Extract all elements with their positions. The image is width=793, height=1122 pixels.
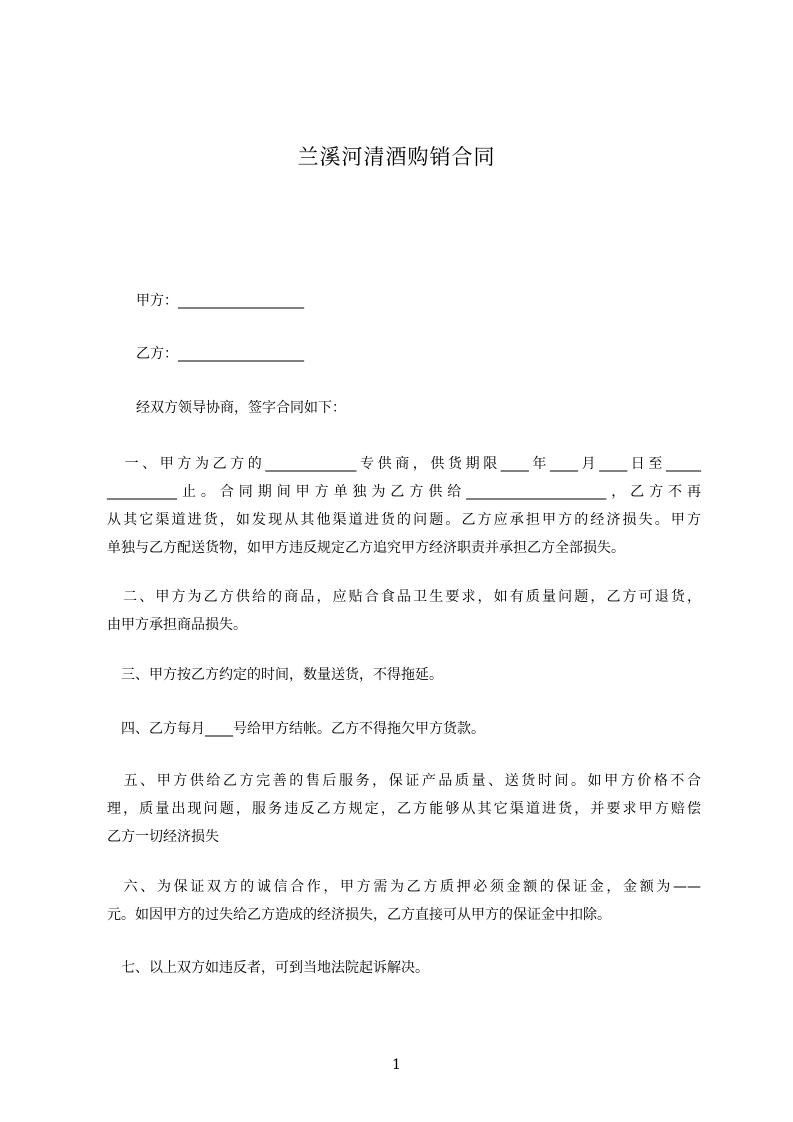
clause-line: __________止。合同期间甲方单独为乙方供给____________________，乙方不再	[107, 484, 701, 500]
clause-line: 七、以上双方如违反者，可到当地法院起诉解决。	[107, 960, 429, 976]
clause-line: 单独与乙方配送货物，如甲方违反规定乙方追究甲方经济职责并承担乙方全部损失。	[107, 540, 625, 556]
intro-line: 经双方领导协商，签字合同如下：	[136, 400, 346, 416]
clause-line: 一、甲方为乙方的_____________专供商，供货期限____年____月____日至_____	[107, 456, 701, 472]
clause-line: 六、为保证双方的诚信合作，甲方需为乙方质押必须金额的保证金，金额为——	[107, 879, 701, 895]
clause-6	[107, 873, 701, 929]
clause-1	[107, 450, 701, 562]
clause-2	[107, 583, 701, 639]
clause-line: 二、甲方为乙方供给的商品，应贴合食品卫生要求，如有质量问题，乙方可退货，	[107, 589, 701, 605]
document-title: 兰溪河清酒购销合同	[297, 145, 496, 169]
clause-4	[107, 715, 701, 743]
clause-line: 元。如因甲方的过失给乙方造成的经济损失，乙方直接可从甲方的保证金中扣除。	[107, 907, 611, 923]
clause-line: 理，质量出现问题，服务违反乙方规定，乙方能够从其它渠道进货，并要求甲方赔偿	[107, 801, 701, 817]
clause-line: 四、乙方每月____号给甲方结帐。乙方不得拖欠甲方货款。	[107, 721, 485, 737]
clause-line: 三、甲方按乙方约定的时间，数量送货，不得拖延。	[107, 667, 443, 683]
clause-3	[107, 661, 701, 689]
clause-7	[107, 954, 701, 982]
clause-line: 乙方一切经济损失	[107, 829, 219, 845]
clause-line: 由甲方承担商品损失。	[107, 617, 247, 633]
party-a-line: 甲方：__________________	[136, 293, 304, 309]
clause-line: 五、甲方供给乙方完善的售后服务，保证产品质量、送货时间。如甲方价格不合	[107, 773, 701, 789]
page-number: 1	[392, 1057, 401, 1073]
clause-5	[107, 767, 701, 851]
clause-line: 从其它渠道进货，如发现从其他渠道进货的问题。乙方应承担甲方的经济损失。甲方	[107, 512, 701, 528]
party-b-line: 乙方：__________________	[136, 346, 304, 362]
